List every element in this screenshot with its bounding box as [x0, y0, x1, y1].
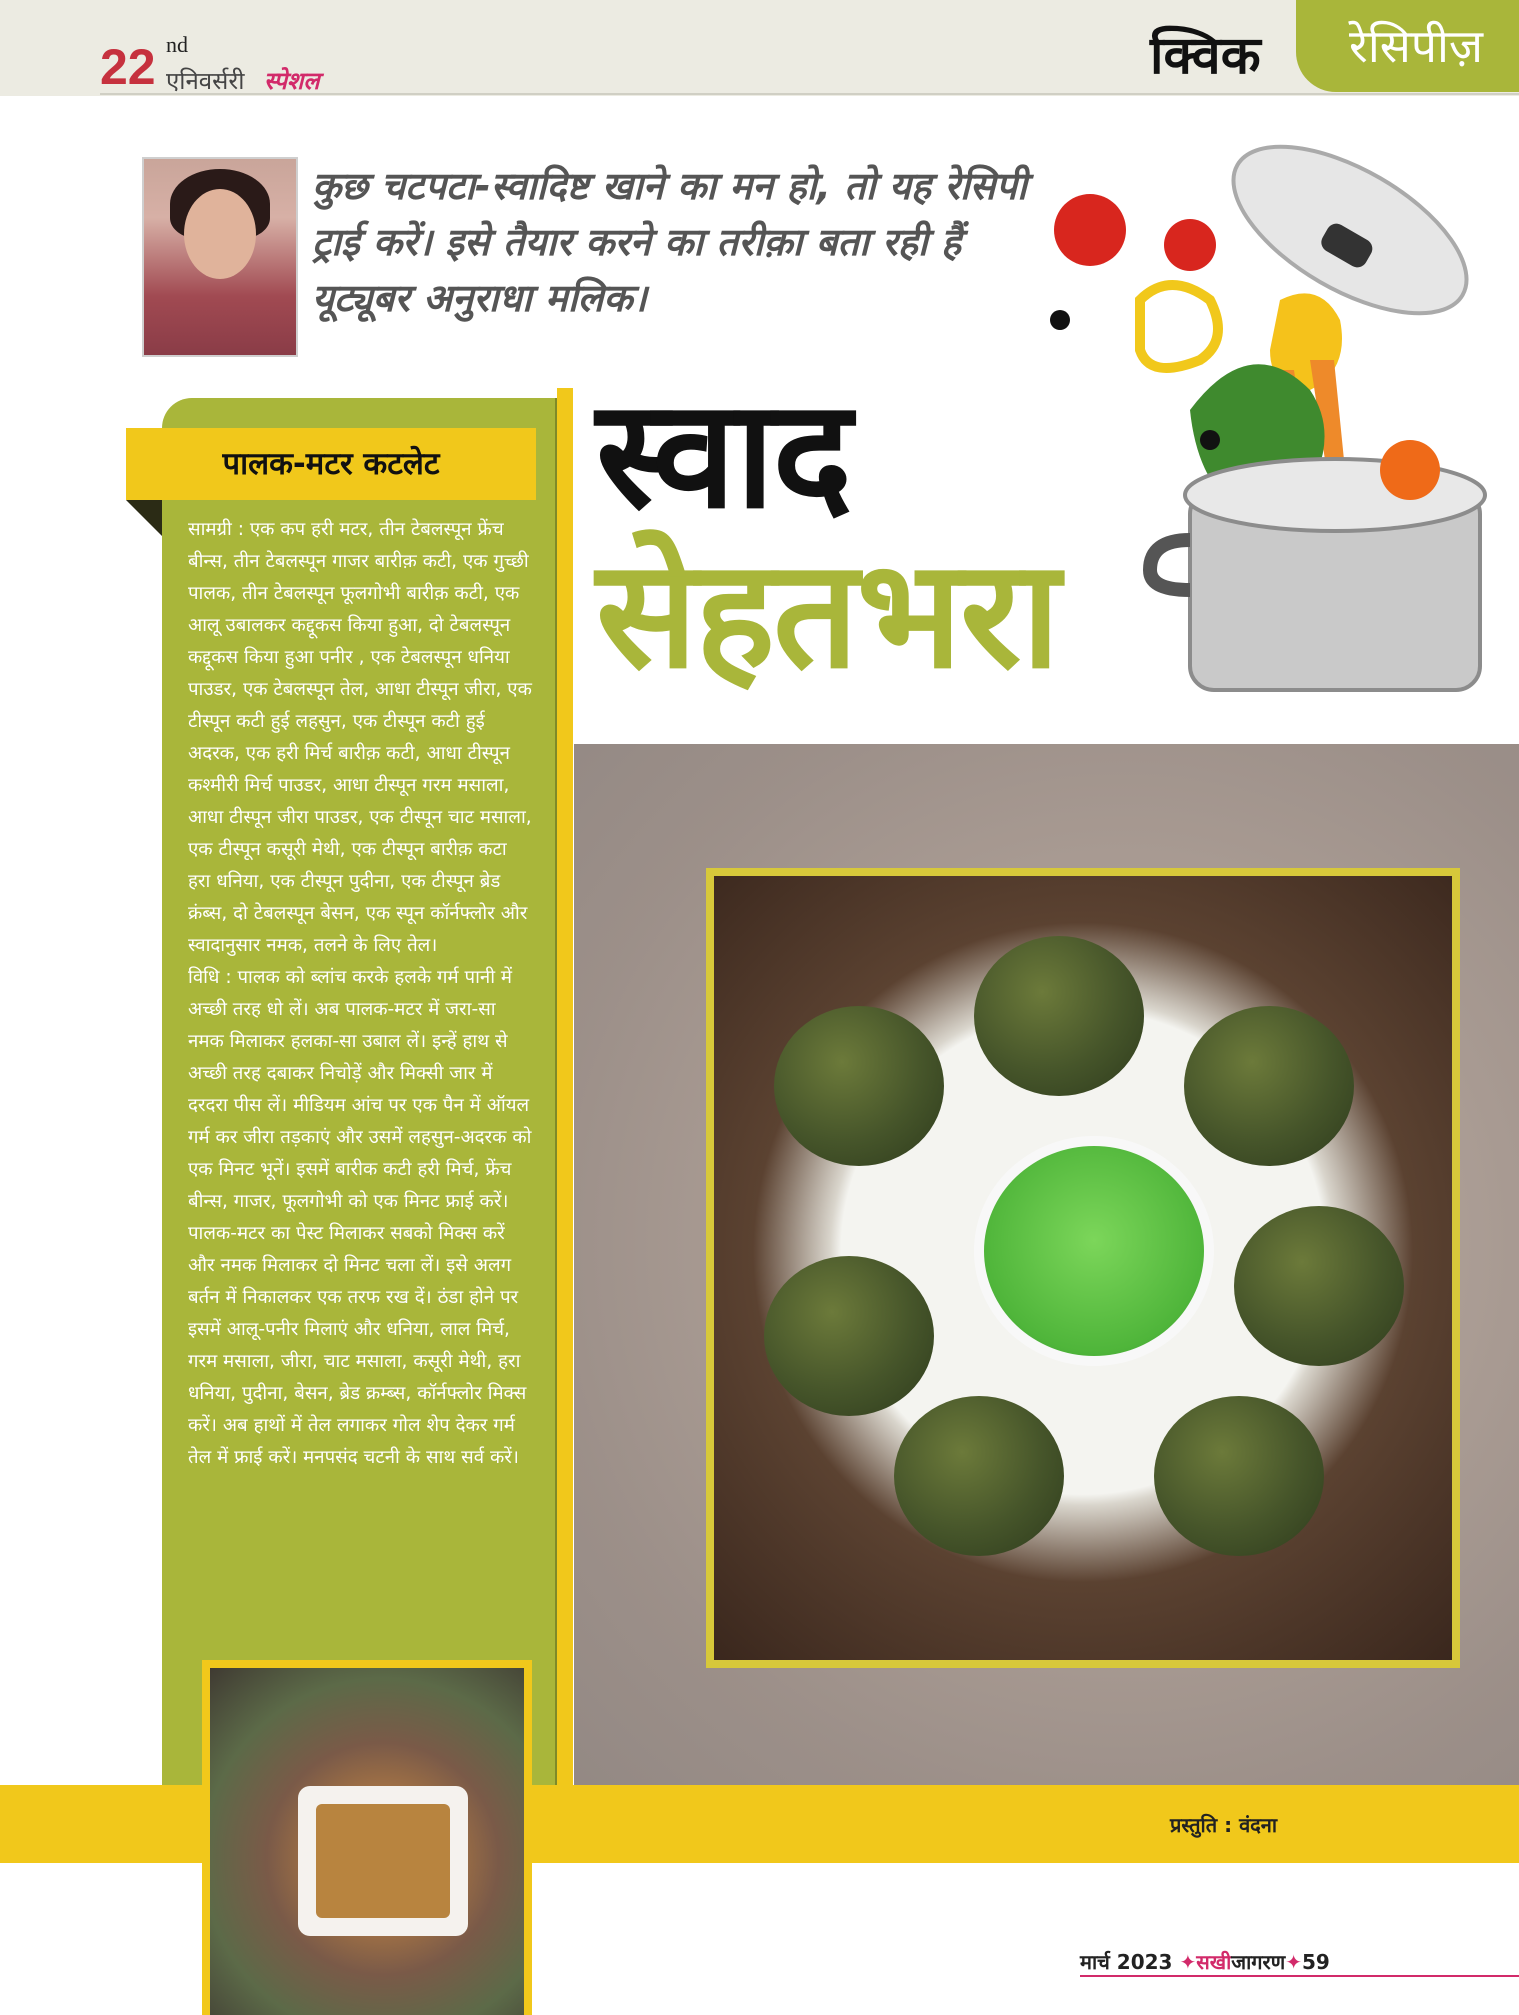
cutlet: [1234, 1206, 1404, 1366]
cutlet: [974, 936, 1144, 1096]
ribbon-fold: [126, 500, 162, 536]
cutlet: [774, 1006, 944, 1166]
red-pepper-ring: [1140, 285, 1218, 368]
footer-page: 59: [1301, 1950, 1330, 1974]
ingredient-dish-content: [316, 1804, 450, 1918]
author-face: [184, 189, 256, 279]
cutlet: [894, 1396, 1064, 1556]
section-quick: क्विक: [1150, 26, 1261, 86]
pot-rim: [1185, 459, 1485, 531]
footer-separator: ✦: [1285, 1950, 1302, 1974]
credit: प्रस्तुति : वंदना: [1170, 1813, 1278, 1837]
cooking-pot-illustration: [1040, 110, 1519, 730]
section-recipes-tab: रेसिपीज़: [1296, 0, 1519, 92]
title-line-2: सेहतभरा: [596, 528, 1059, 702]
recipe-column-border: [557, 388, 573, 1793]
tomato: [1164, 219, 1216, 271]
anniversary-suffix: nd: [166, 32, 188, 57]
anniversary-special: स्पेशल: [264, 67, 320, 95]
footer-brand: सखी: [1196, 1950, 1232, 1974]
cutlet: [1184, 1006, 1354, 1166]
footer: [1080, 1948, 1330, 1975]
anniversary-number: 22: [100, 39, 156, 95]
footer-separator: ✦: [1179, 1950, 1197, 1974]
pot-handle: [1150, 540, 1190, 590]
green-chutney-bowl: [974, 1136, 1214, 1366]
intro-text: कुछ चटपटा-स्वादिष्ट खाने का मन हो, तो यह रेसिपी ट्राई करें। इसे तैयार करने का तरीक़ा बता रही हैं यूट्यूबर अनुराधा मलिक।: [312, 164, 1027, 320]
recipe-name: पालक-मटर कटलेट: [222, 446, 440, 482]
recipe-method: विधि : पालक को ब्लांच करके हलके गर्म पानी में अच्छी तरह धो लें। अब पालक-मटर में जरा-सा नमक मिलाकर हलका-सा उबाल लें। इन्हें हाथ से अच्छी तरह दबाकर निचोड़ें और मिक्सी जार में दरदरा पीस लें। मीडियम आंच पर एक पैन में ऑयल गर्म कर जीरा तड़काएं और उसमें लहसुन-अदरक को एक मिनट भूनें। इसमें बारीक कटी हरी मिर्च, फ्रेंच बीन्स, गाजर, फूलगोभी को एक मिनट फ्राई करें। पालक-मटर का पेस्ट मिलाकर सबको मिक्स करें और नमक मिलाकर दो मिनट चला लें। इसे अलग बर्तन में निकालकर एक तरफ रख दें। ठंडा होने पर इसमें आलू-पनीर मिलाएं और धनिया, लाल मिर्च, गरम मसाला, जीरा, चाट मसाला, कसूरी मेथी, हरा धनिया, पुदीना, बेसन, ब्रेड क्रम्ब्स, कॉर्नफ्लोर मिक्स करें। अब हाथों में तेल लगाकर गोल शेप देकर गर्म तेल में फ्राई करें। मनपसंद चटनी के साथ सर्व करें।: [188, 967, 532, 1468]
tomato: [1054, 194, 1126, 266]
recipe-ingredients: सामग्री : एक कप हरी मटर, तीन टेबलस्पून फ्रेंच बीन्स, तीन टेबलस्पून गाजर बारीक़ कटी, एक गुच्छी पालक, तीन टेबलस्पून फूलगोभी बारीक़ कटी, एक आलू उबालकर कद्दूकस किया हुआ, दो टेबलस्पून कद्दूकस किया हुआ पनीर , एक टेबलस्पून धनिया पाउडर, एक टेबलस्पून तेल, आधा टीस्पून जीरा, एक टीस्पून कटी हुई लहसुन, एक टीस्पून कटी हुई अदरक, एक हरी मिर्च बारीक़ कटी, आधा टीस्पून कश्मीरी मिर्च पाउडर, आधा टीस्पून गरम मसाला, आधा टीस्पून जीरा पाउडर, एक टीस्पून चाट मसाला, एक टीस्पून कसूरी मेथी, एक टीस्पून बारीक़ कटा हरा धनिया, एक टीस्पून पुदीना, एक टीस्पून ब्रेड क्रंब्स, दो टेबलस्पून बेसन, एक स्पून कॉर्नफ्लोर और स्वादानुसार नमक, तलने के लिए तेल।: [188, 519, 532, 956]
footer-brand-2: जागरण: [1231, 1950, 1286, 1974]
olive: [1200, 430, 1220, 450]
cutlet: [1154, 1396, 1324, 1556]
cutlet: [764, 1256, 934, 1416]
ingredients-photo: [210, 1668, 524, 2015]
recipe-text: [188, 514, 534, 1474]
olive: [1050, 310, 1070, 330]
anniversary-word: एनिवर्सरी: [166, 67, 245, 95]
cutlet-photo: [706, 868, 1460, 1668]
footer-date: मार्च 2023: [1080, 1950, 1173, 1974]
orange-pepper: [1380, 440, 1440, 500]
author-photo: [142, 157, 298, 357]
title-line-1: स्वाद: [596, 368, 851, 542]
ingredient-dish: [298, 1786, 468, 1936]
footer-line: [1080, 1975, 1519, 1977]
